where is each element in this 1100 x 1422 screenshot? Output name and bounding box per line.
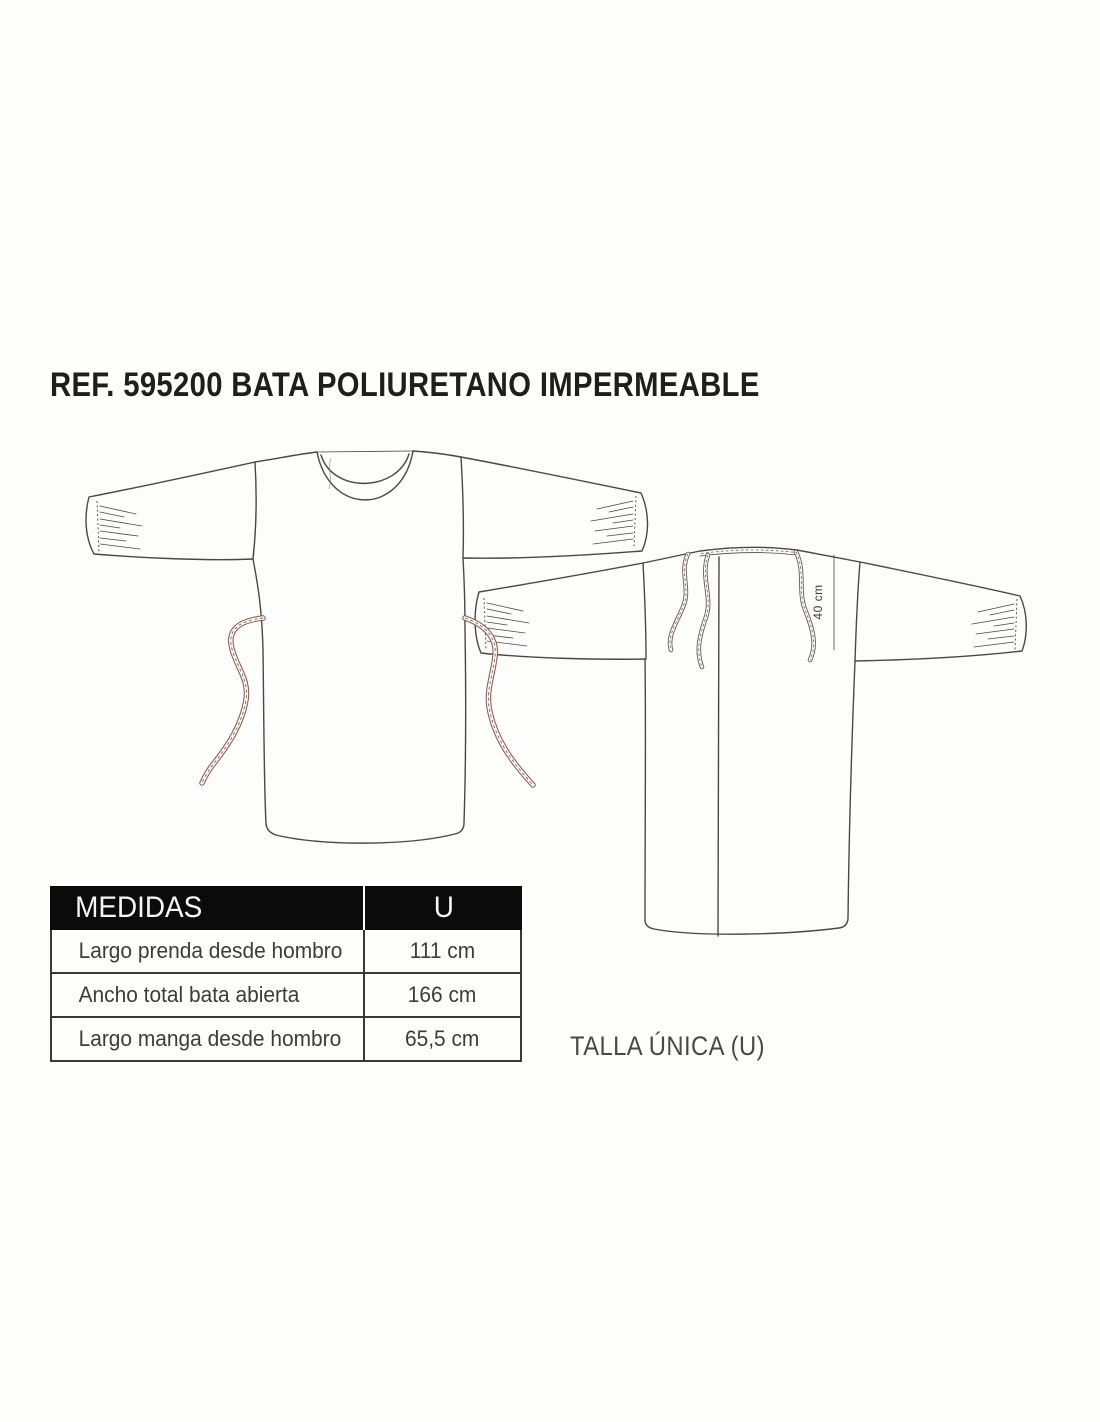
measurements-table	[50, 886, 522, 1062]
table-header-size-u: U	[363, 886, 522, 930]
table-row	[52, 1016, 520, 1060]
table-row	[52, 930, 520, 972]
back-neck-chord	[317, 451, 413, 452]
gown-back-silhouette	[475, 547, 1026, 934]
measure-label: Ancho total bata abierta	[78, 982, 300, 1007]
gown-back-view	[475, 547, 1026, 936]
measure-label: Largo manga desde hombro	[78, 1026, 342, 1051]
table-header-medidas: MEDIDAS	[75, 891, 203, 924]
page-title-text: REF. 595200 BATA POLIURETANO IMPERMEABLE	[50, 366, 760, 404]
measurements-table-body	[50, 930, 522, 1062]
center-back-seam	[718, 557, 719, 936]
size-note	[570, 1030, 792, 1062]
table-row	[52, 972, 520, 1016]
measurements-table-header	[50, 886, 522, 930]
page-title	[50, 366, 875, 404]
measure-value: 111 cm	[363, 930, 520, 972]
measure-label: Largo prenda desde hombro	[78, 938, 343, 963]
size-note-text: TALLA ÚNICA (U)	[570, 1031, 765, 1061]
neckline-inner-edge	[321, 454, 409, 483]
measure-value: 166 cm	[363, 974, 520, 1016]
tie-length-label: 40 cm	[811, 584, 825, 620]
measure-value: 65,5 cm	[363, 1018, 520, 1060]
